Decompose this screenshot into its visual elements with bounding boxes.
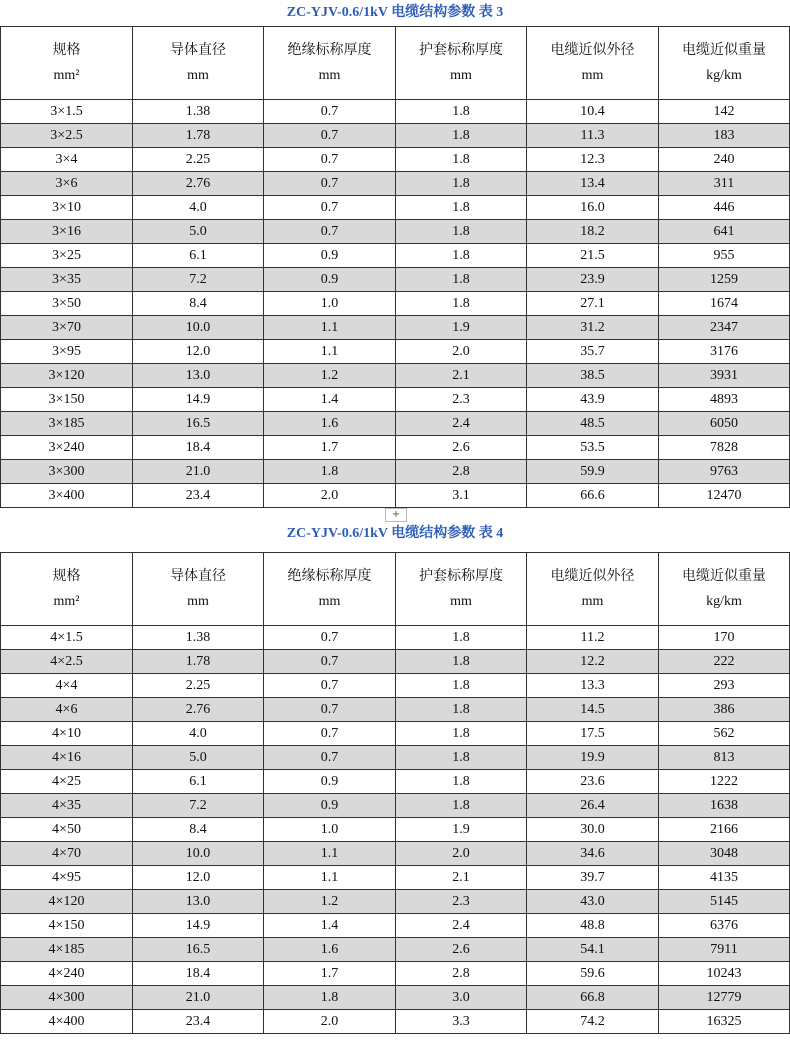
table-row — [1, 698, 790, 722]
table-cell: 10.4 — [527, 100, 659, 124]
table-cell: 3176 — [659, 340, 790, 364]
column-header-unit: mm — [187, 594, 209, 609]
column-header-unit: mm — [450, 68, 472, 83]
table-cell: 3×120 — [1, 364, 133, 388]
table-cell: 0.9 — [264, 244, 396, 268]
table-cell: 142 — [659, 100, 790, 124]
table-cell: 1.9 — [396, 316, 527, 340]
table-cell: 2.0 — [264, 1010, 396, 1034]
table-cell: 1.2 — [264, 890, 396, 914]
table-row — [1, 986, 790, 1010]
table-cell: 1.8 — [396, 172, 527, 196]
table-cell: 11.2 — [527, 626, 659, 650]
table-cell: 26.4 — [527, 794, 659, 818]
table-cell: 1.8 — [396, 196, 527, 220]
table-cell: 641 — [659, 220, 790, 244]
table-cell: 0.7 — [264, 124, 396, 148]
column-header-label: 电缆近似重量 — [682, 568, 766, 584]
table-cell: 12.0 — [133, 866, 264, 890]
table-cell: 4×6 — [1, 698, 133, 722]
table-cell: 1.2 — [264, 364, 396, 388]
table-cell: 2.76 — [133, 698, 264, 722]
column-header-unit: mm — [581, 68, 604, 83]
table-cell: 3×95 — [1, 340, 133, 364]
table-cell: 1.8 — [396, 100, 527, 124]
table-cell: 1.7 — [264, 436, 396, 460]
table-cell: 1.0 — [264, 818, 396, 842]
table-cell: 1.8 — [396, 722, 527, 746]
table-cell: 955 — [659, 244, 790, 268]
table-row — [1, 292, 790, 316]
table-cell: 7.2 — [133, 794, 264, 818]
column-header — [1, 27, 133, 100]
table-cell: 3×6 — [1, 172, 133, 196]
table-row — [1, 746, 790, 770]
table-cell: 14.9 — [133, 914, 264, 938]
table-cell: 13.3 — [527, 674, 659, 698]
table-cell: 2166 — [659, 818, 790, 842]
column-header-unit: kg/km — [706, 68, 742, 83]
column-header-unit: mm — [187, 68, 209, 83]
table-cell: 3×2.5 — [1, 124, 133, 148]
table-cell: 3×150 — [1, 388, 133, 412]
table-row — [1, 436, 790, 460]
table-cell: 5145 — [659, 890, 790, 914]
table-row — [1, 962, 790, 986]
table-cell: 13.4 — [527, 172, 659, 196]
column-header — [264, 27, 396, 100]
table-cell: 12470 — [659, 484, 790, 508]
table-cell: 54.1 — [527, 938, 659, 962]
table-cell: 4×35 — [1, 794, 133, 818]
table-cell: 31.2 — [527, 316, 659, 340]
column-header-label: 导体直径 — [170, 42, 226, 58]
table-cell: 2.0 — [396, 842, 527, 866]
table-cell: 2.25 — [133, 674, 264, 698]
table-row — [1, 340, 790, 364]
table-cell: 2.0 — [396, 340, 527, 364]
table-cell: 6.1 — [133, 770, 264, 794]
table-3-header-row — [1, 27, 790, 100]
table-cell: 1.8 — [264, 460, 396, 484]
table-row — [1, 100, 790, 124]
table-cell: 0.7 — [264, 172, 396, 196]
table-cell: 30.0 — [527, 818, 659, 842]
table-cell: 0.7 — [264, 722, 396, 746]
table-cell: 0.7 — [264, 650, 396, 674]
table-row — [1, 220, 790, 244]
table-cell: 3×1.5 — [1, 100, 133, 124]
table-cell: 7828 — [659, 436, 790, 460]
table-cell: 13.0 — [133, 890, 264, 914]
table-cell: 3048 — [659, 842, 790, 866]
table-cell: 3931 — [659, 364, 790, 388]
table-cell: 6050 — [659, 412, 790, 436]
table-cell: 11.3 — [527, 124, 659, 148]
table-cell: 0.9 — [264, 794, 396, 818]
table-cell: 4×300 — [1, 986, 133, 1010]
table-cell: 2.6 — [396, 938, 527, 962]
table-cell: 7.2 — [133, 268, 264, 292]
table-cell: 16.5 — [133, 938, 264, 962]
table-3 — [0, 26, 790, 508]
table-row — [1, 172, 790, 196]
table-cell: 4135 — [659, 866, 790, 890]
column-header — [527, 553, 659, 626]
table-cell: 1259 — [659, 268, 790, 292]
table-cell: 12.3 — [527, 148, 659, 172]
table-cell: 4×95 — [1, 866, 133, 890]
table-cell: 1.8 — [396, 124, 527, 148]
table-cell: 4×240 — [1, 962, 133, 986]
table-cell: 1.8 — [396, 746, 527, 770]
table-cell: 3×70 — [1, 316, 133, 340]
table-row — [1, 626, 790, 650]
table-3-title: ZC-YJV-0.6/1kV 电缆结构参数 表 3 — [286, 5, 504, 20]
table-cell: 0.9 — [264, 770, 396, 794]
table-cell: 3×300 — [1, 460, 133, 484]
table-cell: 4.0 — [133, 722, 264, 746]
table-cell: 2.1 — [396, 364, 527, 388]
table-row — [1, 124, 790, 148]
table-cell: 3×16 — [1, 220, 133, 244]
column-header — [659, 553, 790, 626]
table-4-body — [1, 626, 790, 1034]
table-cell: 48.8 — [527, 914, 659, 938]
table-cell: 4×16 — [1, 746, 133, 770]
table-row — [1, 484, 790, 508]
table-cell: 1.8 — [396, 626, 527, 650]
table-cell: 1.1 — [264, 866, 396, 890]
column-header-label: 规格 — [52, 42, 81, 58]
column-header-unit: mm² — [53, 68, 80, 83]
table-cell: 4×120 — [1, 890, 133, 914]
table-cell: 16325 — [659, 1010, 790, 1034]
table-cell: 13.0 — [133, 364, 264, 388]
table-cell: 18.2 — [527, 220, 659, 244]
table-row — [1, 818, 790, 842]
table-cell: 1222 — [659, 770, 790, 794]
table-cell: 311 — [659, 172, 790, 196]
table-cell: 1.8 — [396, 244, 527, 268]
table-cell: 1.4 — [264, 914, 396, 938]
table-row — [1, 722, 790, 746]
table-cell: 0.7 — [264, 196, 396, 220]
column-header-label: 导体直径 — [170, 568, 226, 584]
table-cell: 23.4 — [133, 1010, 264, 1034]
table-cell: 1.6 — [264, 412, 396, 436]
table-row — [1, 412, 790, 436]
table-cell: 0.7 — [264, 746, 396, 770]
table-cell: 23.9 — [527, 268, 659, 292]
table-row — [1, 1010, 790, 1034]
table-cell: 240 — [659, 148, 790, 172]
table-row — [1, 244, 790, 268]
table-cell: 2.1 — [396, 866, 527, 890]
table-cell: 2.8 — [396, 460, 527, 484]
table-cell: 1.8 — [396, 794, 527, 818]
table-cell: 18.4 — [133, 436, 264, 460]
column-header-label: 规格 — [52, 568, 81, 584]
table-cell: 386 — [659, 698, 790, 722]
table-cell: 0.7 — [264, 674, 396, 698]
table-cell: 59.9 — [527, 460, 659, 484]
table-cell: 1.78 — [133, 124, 264, 148]
table-cell: 3×400 — [1, 484, 133, 508]
table-cell: 7911 — [659, 938, 790, 962]
table-cell: 3×50 — [1, 292, 133, 316]
table-4-title: ZC-YJV-0.6/1kV 电缆结构参数 表 4 — [286, 526, 504, 541]
table-cell: 43.0 — [527, 890, 659, 914]
column-header-label: 护套标称厚度 — [419, 42, 503, 58]
column-header-label: 绝缘标称厚度 — [287, 42, 372, 58]
table-cell: 0.7 — [264, 698, 396, 722]
table-4-header-row — [1, 553, 790, 626]
table-cell: 3×10 — [1, 196, 133, 220]
table-cell: 10.0 — [133, 316, 264, 340]
table-cell: 12779 — [659, 986, 790, 1010]
table-cell: 3.1 — [396, 484, 527, 508]
table-row — [1, 316, 790, 340]
table-cell: 4×25 — [1, 770, 133, 794]
table-cell: 1.0 — [264, 292, 396, 316]
table-cell: 74.2 — [527, 1010, 659, 1034]
table-cell: 4×185 — [1, 938, 133, 962]
table-cell: 27.1 — [527, 292, 659, 316]
column-header — [133, 553, 264, 626]
table-cell: 2.4 — [396, 914, 527, 938]
table-cell: 3.3 — [396, 1010, 527, 1034]
table-cell: 10243 — [659, 962, 790, 986]
table-cell: 4.0 — [133, 196, 264, 220]
table-row — [1, 890, 790, 914]
table-cell: 5.0 — [133, 220, 264, 244]
table-cell: 1.9 — [396, 818, 527, 842]
column-header-label: 电缆近似外径 — [550, 568, 635, 584]
table-cell: 4×400 — [1, 1010, 133, 1034]
table-cell: 1638 — [659, 794, 790, 818]
table-cell: 1.38 — [133, 626, 264, 650]
table-cell: 66.6 — [527, 484, 659, 508]
table-cell: 59.6 — [527, 962, 659, 986]
table-cell: 562 — [659, 722, 790, 746]
table-cell: 39.7 — [527, 866, 659, 890]
table-cell: 4×10 — [1, 722, 133, 746]
table-cell: 0.9 — [264, 268, 396, 292]
table-cell: 2347 — [659, 316, 790, 340]
table-cell: 8.4 — [133, 818, 264, 842]
table-4 — [0, 552, 790, 1034]
table-cell: 1.4 — [264, 388, 396, 412]
table-cell: 4×50 — [1, 818, 133, 842]
table-cell: 3×4 — [1, 148, 133, 172]
table-cell: 21.0 — [133, 986, 264, 1010]
table-cell: 2.8 — [396, 962, 527, 986]
table-cell: 2.6 — [396, 436, 527, 460]
table-cell: 183 — [659, 124, 790, 148]
table-row — [1, 388, 790, 412]
table-cell: 35.7 — [527, 340, 659, 364]
table-cell: 66.8 — [527, 986, 659, 1010]
table-cell: 16.0 — [527, 196, 659, 220]
table-cell: 1.7 — [264, 962, 396, 986]
table-row — [1, 770, 790, 794]
table-cell: 1674 — [659, 292, 790, 316]
table-cell: 53.5 — [527, 436, 659, 460]
table-cell: 0.7 — [264, 148, 396, 172]
table-cell: 5.0 — [133, 746, 264, 770]
table-cell: 446 — [659, 196, 790, 220]
column-header-unit: mm² — [53, 594, 80, 609]
table-cell: 43.9 — [527, 388, 659, 412]
table-cell: 0.7 — [264, 220, 396, 244]
table-cell: 21.5 — [527, 244, 659, 268]
table-cell: 2.76 — [133, 172, 264, 196]
column-header-label: 电缆近似重量 — [682, 42, 766, 58]
table-cell: 4×4 — [1, 674, 133, 698]
table-cell: 4×150 — [1, 914, 133, 938]
table-row — [1, 674, 790, 698]
table-cell: 1.8 — [396, 674, 527, 698]
table-cell: 4×70 — [1, 842, 133, 866]
column-header — [1, 553, 133, 626]
table-cell: 222 — [659, 650, 790, 674]
table-cell: 38.5 — [527, 364, 659, 388]
table-row — [1, 268, 790, 292]
table-row — [1, 866, 790, 890]
table-cell: 1.8 — [396, 148, 527, 172]
table-cell: 17.5 — [527, 722, 659, 746]
column-header-label: 电缆近似外径 — [550, 42, 635, 58]
table-gap — [0, 508, 790, 520]
table-cell: 2.3 — [396, 890, 527, 914]
table-cell: 4893 — [659, 388, 790, 412]
table-row — [1, 148, 790, 172]
table-cell: 18.4 — [133, 962, 264, 986]
table-cell: 19.9 — [527, 746, 659, 770]
add-row-handle-icon[interactable]: + — [385, 508, 407, 522]
column-header-label: 护套标称厚度 — [419, 568, 503, 584]
table-cell: 3.0 — [396, 986, 527, 1010]
table-cell: 48.5 — [527, 412, 659, 436]
table-cell: 3×185 — [1, 412, 133, 436]
table-row — [1, 650, 790, 674]
table-cell: 170 — [659, 626, 790, 650]
table-cell: 2.0 — [264, 484, 396, 508]
table-cell: 9763 — [659, 460, 790, 484]
column-header — [396, 27, 527, 100]
table-3-body — [1, 100, 790, 508]
table-cell: 14.5 — [527, 698, 659, 722]
table-cell: 6.1 — [133, 244, 264, 268]
column-header-label: 绝缘标称厚度 — [287, 568, 372, 584]
table-cell: 1.6 — [264, 938, 396, 962]
table-row — [1, 914, 790, 938]
table-row — [1, 364, 790, 388]
table-cell: 1.8 — [396, 292, 527, 316]
table-cell: 8.4 — [133, 292, 264, 316]
table-cell: 10.0 — [133, 842, 264, 866]
table-row — [1, 794, 790, 818]
table-cell: 1.8 — [396, 698, 527, 722]
table-cell: 12.0 — [133, 340, 264, 364]
column-header-unit: kg/km — [706, 594, 742, 609]
table-cell: 14.9 — [133, 388, 264, 412]
column-header-unit: mm — [318, 68, 341, 83]
table-cell: 0.7 — [264, 626, 396, 650]
table-cell: 0.7 — [264, 100, 396, 124]
table-cell: 2.3 — [396, 388, 527, 412]
column-header-unit: mm — [581, 594, 604, 609]
table-cell: 3×35 — [1, 268, 133, 292]
table-cell: 6376 — [659, 914, 790, 938]
column-header-unit: mm — [450, 594, 472, 609]
table-cell: 1.38 — [133, 100, 264, 124]
table-cell: 1.8 — [396, 268, 527, 292]
table-cell: 23.4 — [133, 484, 264, 508]
table-cell: 813 — [659, 746, 790, 770]
column-header — [396, 553, 527, 626]
table-row — [1, 460, 790, 484]
table-cell: 23.6 — [527, 770, 659, 794]
column-header — [264, 553, 396, 626]
table-cell: 1.1 — [264, 316, 396, 340]
table-row — [1, 938, 790, 962]
table-cell: 3×240 — [1, 436, 133, 460]
table-cell: 16.5 — [133, 412, 264, 436]
table-cell: 21.0 — [133, 460, 264, 484]
table-cell: 4×2.5 — [1, 650, 133, 674]
table-cell: 1.78 — [133, 650, 264, 674]
column-header-unit: mm — [318, 594, 341, 609]
table-cell: 1.8 — [396, 220, 527, 244]
table-cell: 3×25 — [1, 244, 133, 268]
table-cell: 1.8 — [396, 770, 527, 794]
table-cell: 2.25 — [133, 148, 264, 172]
column-header — [133, 27, 264, 100]
table-cell: 1.1 — [264, 842, 396, 866]
table-row — [1, 196, 790, 220]
table-cell: 4×1.5 — [1, 626, 133, 650]
column-header — [527, 27, 659, 100]
column-header — [659, 27, 790, 100]
table-cell: 293 — [659, 674, 790, 698]
table-cell: 1.8 — [264, 986, 396, 1010]
table-cell: 12.2 — [527, 650, 659, 674]
table-cell: 1.1 — [264, 340, 396, 364]
table-row — [1, 842, 790, 866]
table-cell: 34.6 — [527, 842, 659, 866]
table-cell: 2.4 — [396, 412, 527, 436]
table-cell: 1.8 — [396, 650, 527, 674]
